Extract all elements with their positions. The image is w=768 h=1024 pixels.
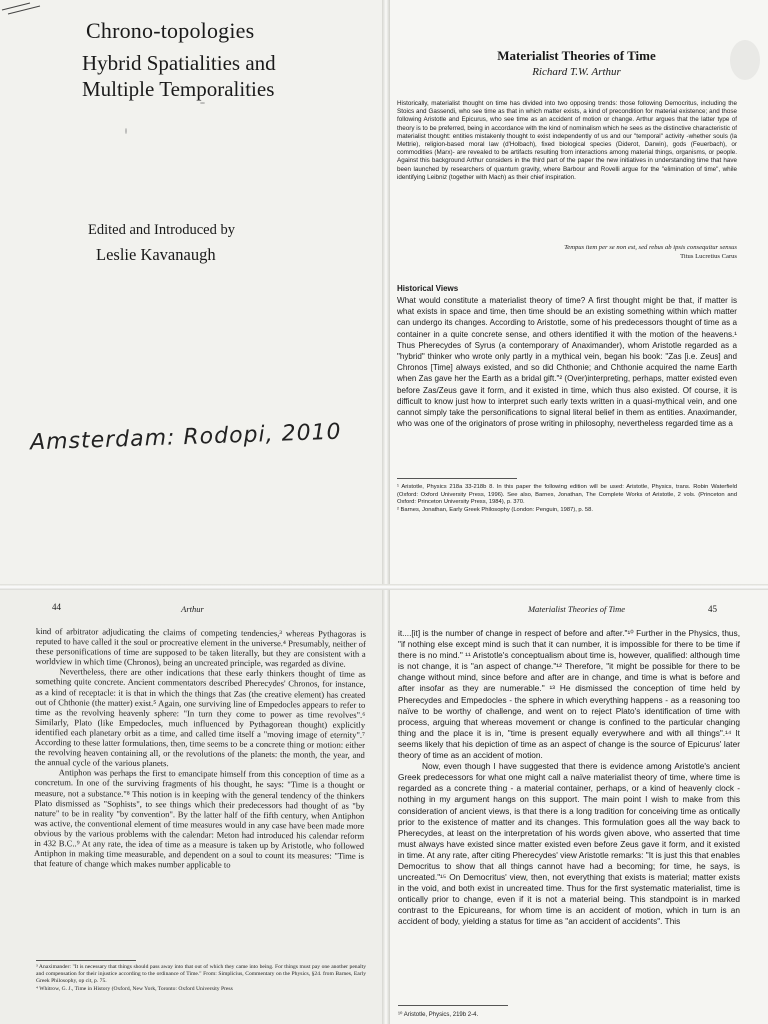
footnote-4: ⁴ Whitrow, G. J., Time in History (Oxford, New York, Toronto: Oxford University Press <box>36 985 233 992</box>
epigraph <box>397 244 737 261</box>
page-number: 45 <box>708 604 717 614</box>
handwritten-note: Amsterdam: Rodopi, 2010 <box>29 419 342 456</box>
subtitle-line-2: Multiple Temporalities <box>82 77 275 101</box>
page-3-footnotes <box>36 964 366 993</box>
section-heading: Historical Views <box>397 284 459 293</box>
footnote-rule <box>398 1005 508 1006</box>
edited-by-line: Edited and Introduced by <box>88 222 235 238</box>
page-2-body-text: What would constitute a materialist theory of time? A first thought might be that, if matter is what exists in space and time, then time should be an existing something within which matter can undergo its changes. According to Aristotle, some of his predecessors thought of time as a container in a quite concrete sense, and others identified it with the motion of the heavens.¹ Thus Pherecydes of Syrus (a contemporary of Anaximander), whom Aristotle regarded as a "hybrid" thinker who wrote only partly in a mythical vein, began his book: "Zas [i.e. Zeus] and Chronos [Time] always existed, and so did Chthonie; and Chthonie acquired the name Earth when Zas gave her the Earth as a bridal gift."² (Over)interpreting, perhaps, matter existed even before Zas/Zeus gave it form, and it existed in time, which thus also existed. Of course, it is difficult to know just how to interpret such early texts written in a quasi-mythical vein, and one cannot simply take the personifications to signal literal belief in them as entities. Anaximander, who was one of the originators of prose writing in philosophy, nevertheless regarded time as a <box>397 296 737 429</box>
page-divider <box>0 584 768 590</box>
running-header: Materialist Theories of Time <box>527 604 626 614</box>
editor-name: Leslie Kavanaugh <box>96 245 216 264</box>
footnote-1: ¹ Aristotle, Physics 218a 33-218b 8. In this paper the following edition will be used: Aristotle, Physics, trans. Robin Waterfield (Oxford: Oxford University Press, 1996). See also, Barnes, Jonathan, The Complete Works of Aristotle, 2 vols. (Princeton and Oxford: Princeton University Press, 1984), p. 370. <box>397 484 737 506</box>
chapter-abstract: Historically, materialist thought on time has divided into two opposing trends: those following Democritus, including the Stoics and Gassendi, who see time as that in which matter exists, a kind of precondition for material existence; and those following Aristotle and Epicurus, who see time as an accident of motion or change. Arthur argues that the latter type of theory is to be preferred, being in accordance with the kind of nominalism which he sees as the distinctive characteristic of materialist thought: entities mistakenly thought to exist independently of us and our "temporal" activity -whether souls (la Mettrie), religion-based moral law (d'Holbach), fixed biological species (Diderot, Darwin), gods (Feuerbach), or commodities (Marx)- are revealed to be artifacts resulting from interactions among material things, organisms, or people. Against this background Arthur considers in the third part of the paper the new initiatives in understanding time that have been launched by researchers of quantum gravity, where Barbour and Rovelli argue for the "elimination of time", while identifying Leibniz (together with Mach) as their chief inspiration. <box>397 100 737 181</box>
scan-speck <box>125 128 127 134</box>
footnote-10: ¹⁰ Aristotle, Physics, 219b 2-4. <box>398 1012 479 1018</box>
footnote-rule <box>397 478 517 479</box>
chapter-title: Materialist Theories of Time <box>497 48 656 63</box>
page-3-body-text <box>34 626 366 871</box>
footnote-2: ² Barnes, Jonathan, Early Greek Philosophy (London: Penguin, 1987), p. 58. <box>397 506 593 513</box>
epigraph-source: Titus Lucretius Carus <box>680 252 737 260</box>
epigraph-quote: Tempus item per se non est, sed rebus ab ipsis consequitur sensus <box>564 244 737 251</box>
book-title: Chrono-topologies <box>86 18 255 43</box>
paragraph: Antiphon was perhaps the first to emancipate himself from this conception of time as a concretum. In one of the surviving fragments of his thought, he says: "Time is a thought or measure, not a substance."⁸ This notion is in keeping with the general tendency of the thinkers Plato dismissed as "Sophists", to see things which their predecessors had thought of as "by nature" to be in reality "by convention". By the latter half of the fifth century, when Antiphon was active, the conventional element of time measures would in any case have been made more obvious by the various problems with the calendar: Meton had introduced his calendar reform in 432 B.C..⁹ At any rate, the idea of time as a measure is taken up by Aristotle, who followed Antiphon in making time measurable, and dependent on a soul to count its measures: "Time is that feature of change which makes number applicable to <box>33 767 365 870</box>
scan-speck <box>200 102 205 104</box>
paragraph: Now, even though I have suggested that there is evidence among Aristotle's ancient Greek predecessors for what one might call a naïve materialist theory of time, where time is regarded as a concrete thing - a material container, perhaps, or a kind of heavenly clock - nothing in my argument hangs on this support. The main point I wish to make from this consideration of ancient views, is that there is a long tradition for conceiving time as ontically prior to the existence of matter and its changes. This formulation goes all the way back to Pherecydes, at least on the interpretation of his words given above, who asserted that time must always have existed since matter existed even before Zeus gave it form, and it existed in time. At any rate, after citing Pherecydes' view Aristotle remarks: "It is just this that enables Democritus to show that all things cannot have had a becoming; for time, he says, is uncreated."¹⁵ On Democritus' view, then, not everything that exists is material; matter exists in the void, and both exist in uncreated time. Thus for the first systematic materialist, time is ontically prior to change, even if it is not a material being. This standpoint is in marked contrast to the Epicureans, for whom time is an accident of motion, which in turn is an accident of body, yielding a status for time as "an accident of accidents". This <box>398 761 740 927</box>
page-4-body-text <box>398 628 740 928</box>
book-gutter <box>382 0 390 1024</box>
running-header: Arthur <box>181 604 204 614</box>
footnote-rule <box>36 960 136 961</box>
paragraph: Nevertheless, there are other indications that these early thinkers thought of time as something quite concrete. Ancient commentators described Pherecydes' Chronos, for instance, as a kind of receptacle: it is that in which the things that Zas (the creative element) has created out of Chthonie (the matter) exist.⁵ Again, one surviving line of Empedocles appears to refer to time as the revolving heavenly sphere: "In turn they come to power as time revolves".⁶ Similarly, Plato (like Empedocles, much influenced by Pythagorean thought) explicitly identified each planetary orbit as a time, and called time itself a "moving image of eternity".⁷ According to these latter formulations, then, time seems to be a concrete thing or motion: either the revolving heaven containing all, or the revolutions of the planets: the month, the year, and the annual cycle of the various planets. <box>34 666 366 769</box>
chapter-author: Richard T.W. Arthur <box>532 66 621 78</box>
page-2-footnotes <box>397 484 737 514</box>
page-number: 44 <box>52 602 61 612</box>
scan-corner-mark <box>0 0 60 18</box>
paragraph: it....[it] is the number of change in respect of before and after."¹⁰ Further in the Physics, thus, "if nothing else except mind is such that it can number, it is impossible for there to be time if there is no mind." ¹¹ Aristotle's conceptualism about time is, however, qualified: although time is not change, it is "an aspect of change."¹² Therefore, "it might be possible for there to be change without mind, since before and after are in change, and time is what is before and after insofar as they are numerable." ¹³ He dismissed the conception of time held by Pherecydes and Empedocles - the sphere in which everything happens - as a reasoning too naïve to be worthy of challenge, and went on to reject Plato's identification of time with process, arguing that whereas movement or change is confined to the particular changing thing and the place it is in, "time is present equally everywhere and with all things".¹⁴ It seems likely that his depiction of time as an aspect of change is the source of Epicurus' later theory of time as an accident of motion. <box>398 628 740 761</box>
footnote-3: ³ Anaximander: "It is necessary that things should pass away into that out of which they came into being. For things must pay one another penalty and compensation for their injustice according to the ordinance of Time." From: Simplicius, Commentary on the Physics, §24. from Barnes, Early Greek Philosophy, op cit, p. 75. <box>36 964 366 985</box>
paragraph: kind of arbitrator adjudicating the claims of competing tendencies,³ whereas Pythagoras is reputed to have called it the soul or procreative element in the universe.⁴ Presumably, neither of these personifications of time are supposed to be taken literally, but they are consistent with a worldview in which time (Chronos), being an uncreated principle, was regarded as divine. <box>35 626 366 669</box>
subtitle-line-1: Hybrid Spatialities and <box>82 51 276 75</box>
book-subtitle <box>82 50 322 102</box>
